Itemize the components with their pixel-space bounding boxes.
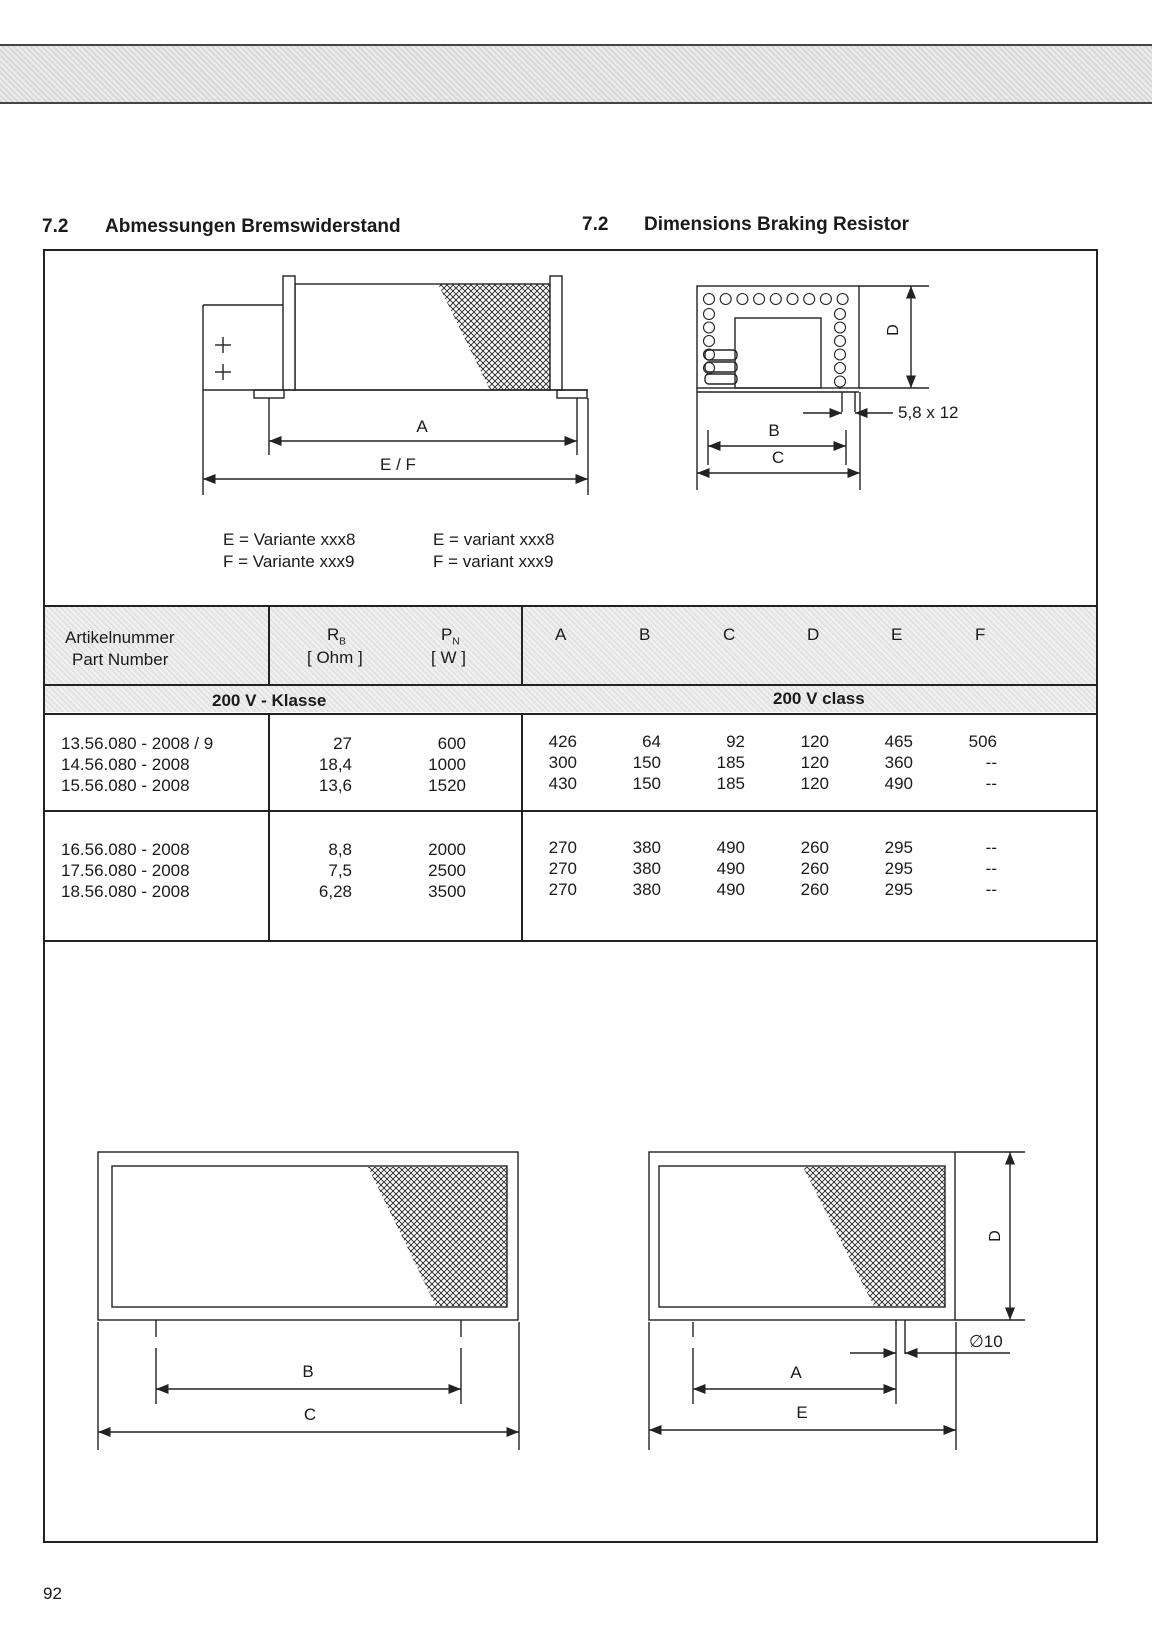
header-bottom-rule xyxy=(43,684,1098,686)
cell-c: 490 xyxy=(716,880,745,899)
bottom-right-dim-a: A xyxy=(790,1363,802,1382)
bottom-right-view xyxy=(649,1152,1025,1450)
cell-rb: 6,28 xyxy=(318,882,352,901)
cell-rb: 13,6 xyxy=(318,776,352,795)
end-dim-b-label: B xyxy=(768,421,780,440)
cell-rb: 7,5 xyxy=(328,861,352,880)
cell-a: 270 xyxy=(548,838,577,857)
cell-d: 260 xyxy=(800,859,829,878)
page-number: 92 xyxy=(43,1584,62,1603)
side-dim-ef-label: E / F xyxy=(380,455,416,474)
cell-a: 430 xyxy=(548,774,577,793)
cell-b: 380 xyxy=(632,859,661,878)
section-title-en: Dimensions Braking Resistor xyxy=(644,214,910,235)
col-rule-1b xyxy=(268,713,270,941)
hole-diameter-label: ∅10 xyxy=(969,1332,1003,1351)
bottom-drawings xyxy=(0,1140,1152,1460)
class-label-de: 200 V - Klasse xyxy=(212,691,327,710)
cell-e: 295 xyxy=(884,880,913,899)
end-view-drawing xyxy=(697,286,929,490)
col-rule-2b xyxy=(521,713,523,941)
cell-f: -- xyxy=(985,838,997,857)
header-part-en: Part Number xyxy=(72,650,169,669)
cell-a: 426 xyxy=(548,732,577,751)
end-slot-label: 5,8 x 12 xyxy=(898,403,959,422)
variant-e-de: E = Variante xxx8 xyxy=(223,530,356,549)
bottom-left-dim-c: C xyxy=(303,1405,317,1424)
cell-part: 17.56.080 - 2008 xyxy=(61,861,190,880)
section-title-de: Abmessungen Bremswiderstand xyxy=(105,216,401,237)
cell-part: 18.56.080 - 2008 xyxy=(61,882,190,901)
bottom-left-dim-b: B xyxy=(302,1362,314,1381)
resistor-mesh xyxy=(368,1167,507,1306)
cell-d: 260 xyxy=(800,880,829,899)
cell-pn: 2500 xyxy=(428,861,466,880)
cell-pn: 1520 xyxy=(428,776,466,795)
bottom-right-dim-e: E xyxy=(796,1403,808,1422)
class-label-en: 200 V class xyxy=(773,689,865,708)
cell-a: 300 xyxy=(548,753,577,772)
cell-f: -- xyxy=(985,859,997,878)
col-rule-1a xyxy=(268,605,270,685)
header-pn-subscript: N xyxy=(452,636,460,648)
cell-c: 490 xyxy=(716,838,745,857)
header-dim-e: E xyxy=(891,625,903,644)
cell-part: 16.56.080 - 2008 xyxy=(61,840,190,859)
cell-a: 270 xyxy=(548,859,577,878)
cell-rb: 27 xyxy=(333,734,352,753)
table-header-shade xyxy=(45,607,1096,684)
cell-e: 295 xyxy=(884,838,913,857)
cell-d: 120 xyxy=(800,732,829,751)
cell-c: 92 xyxy=(726,732,745,751)
section-number-en: 7.2 xyxy=(582,214,609,235)
cell-c: 185 xyxy=(716,774,745,793)
header-dim-a: A xyxy=(555,625,567,644)
top-drawings xyxy=(0,0,1152,600)
section-number-de: 7.2 xyxy=(42,216,69,237)
cell-a: 270 xyxy=(548,880,577,899)
class-bottom-rule xyxy=(43,713,1098,715)
cell-pn: 2000 xyxy=(428,840,466,859)
cell-e: 295 xyxy=(884,859,913,878)
header-dim-d: D xyxy=(807,625,820,644)
cell-part: 15.56.080 - 2008 xyxy=(61,776,190,795)
header-pn-symbol: $P_N$ xyxy=(441,625,460,648)
header-rb-symbol: $R_B$ xyxy=(327,625,346,648)
cell-f: 506 xyxy=(968,732,997,751)
group-divider xyxy=(43,810,1098,812)
cell-pn: 1000 xyxy=(428,755,466,774)
cell-c: 185 xyxy=(716,753,745,772)
cell-e: 360 xyxy=(884,753,913,772)
header-dim-f: F xyxy=(975,625,986,644)
cell-b: 64 xyxy=(642,732,661,751)
table-top-rule xyxy=(43,605,1098,607)
header-rb-unit: [ Ohm ] xyxy=(307,648,363,667)
side-dim-a-label: A xyxy=(416,417,428,436)
col-rule-2a xyxy=(521,605,523,685)
variant-f-de: F = Variante xxx9 xyxy=(223,552,355,571)
cell-f: -- xyxy=(985,774,997,793)
cell-d: 260 xyxy=(800,838,829,857)
cell-b: 150 xyxy=(632,753,661,772)
cell-f: -- xyxy=(985,753,997,772)
header-pn-unit: [ W ] xyxy=(431,648,466,667)
header-dim-b: B xyxy=(639,625,651,644)
variant-f-en: F = variant xxx9 xyxy=(433,552,554,571)
header-dim-c: C xyxy=(723,625,736,644)
cell-e: 465 xyxy=(884,732,913,751)
end-dim-c-label: C xyxy=(771,448,785,467)
cell-d: 120 xyxy=(800,753,829,772)
cell-b: 150 xyxy=(632,774,661,793)
cell-rb: 18,4 xyxy=(318,755,352,774)
bottom-right-dim-d: D xyxy=(987,1230,1004,1242)
cell-pn: 600 xyxy=(437,734,466,753)
cell-f: -- xyxy=(985,880,997,899)
header-part-de: Artikelnummer xyxy=(65,628,175,647)
cell-c: 490 xyxy=(716,859,745,878)
cell-b: 380 xyxy=(632,880,661,899)
cell-part: 14.56.080 - 2008 xyxy=(61,755,190,774)
cell-part: 13.56.080 - 2008 / 9 xyxy=(61,734,214,753)
cell-rb: 8,8 xyxy=(328,840,352,859)
variant-e-en: E = variant xxx8 xyxy=(433,530,555,549)
cell-d: 120 xyxy=(800,774,829,793)
cell-e: 490 xyxy=(884,774,913,793)
table-bottom-rule xyxy=(43,940,1098,942)
class-row-shade xyxy=(45,686,1096,712)
resistor-mesh xyxy=(803,1167,945,1306)
end-dim-d-label: D xyxy=(885,324,902,336)
cell-b: 380 xyxy=(632,838,661,857)
cell-pn: 3500 xyxy=(428,882,466,901)
header-rb-subscript: B xyxy=(339,636,346,648)
